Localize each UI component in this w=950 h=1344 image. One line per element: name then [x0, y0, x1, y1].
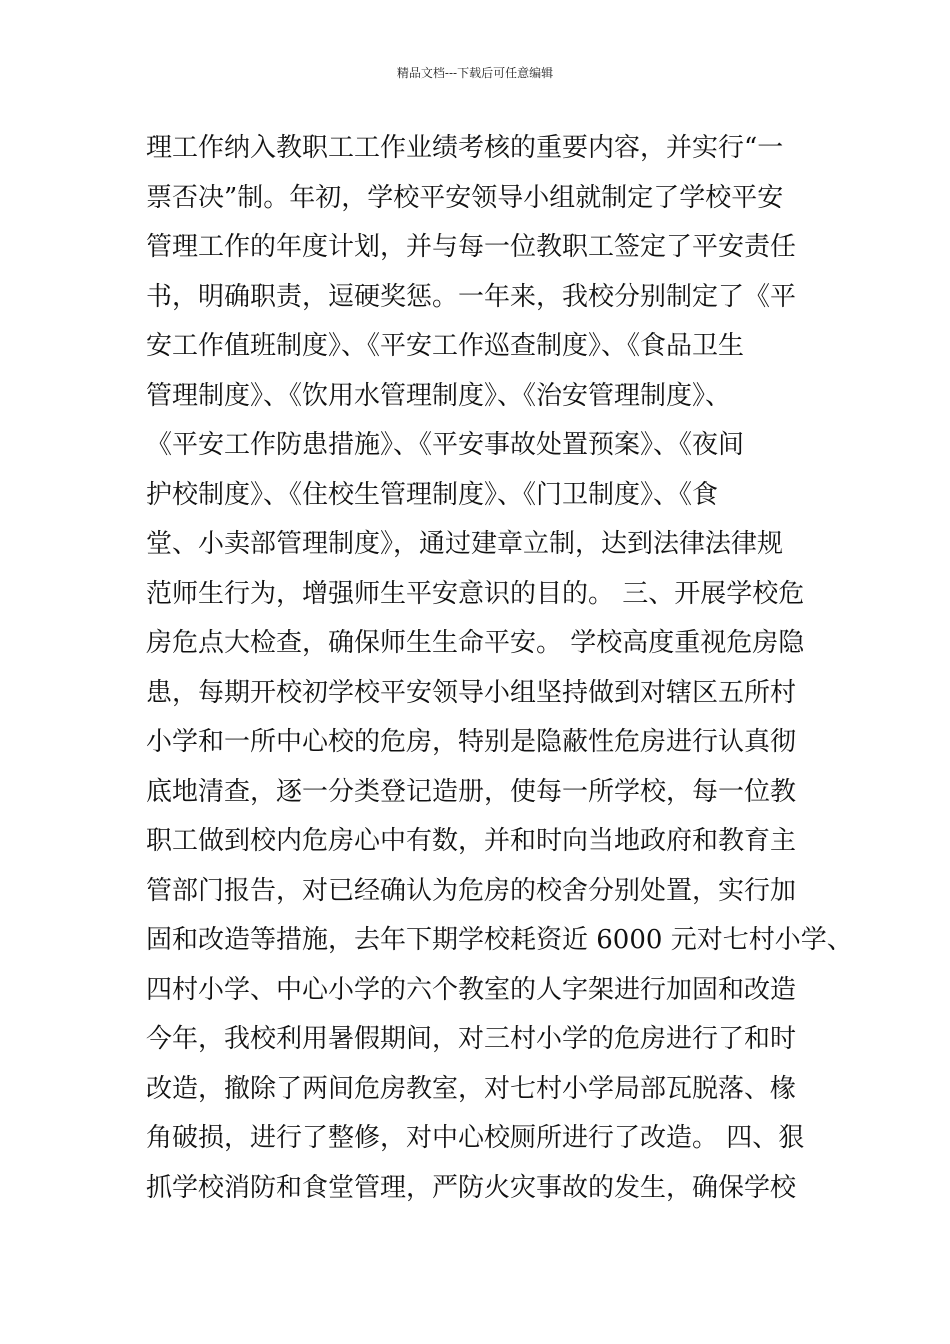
- text-line: 管理制度》、《饮用水管理制度》、《治安管理制度》、: [146, 380, 732, 411]
- text-line: 《平安工作防患措施》、《平安事故处置预案》、《夜间: [146, 430, 745, 460]
- text-line: 范师生行为，增强师生平安意识的目的。 三、开展学校危: [146, 578, 805, 609]
- text-line: 底地清查，逐一分类登记造册，使每一所学校，每一位教: [146, 776, 797, 807]
- text-line: 票否决”制。年初，学校平安领导小组就制定了学校平安: [146, 182, 784, 213]
- text-line: 房危点大检查，确保师生生命平安。 学校高度重视危房隐: [146, 628, 805, 658]
- text-line: 四村小学、中心小学的六个教室的人字架进行加固和改造: [146, 974, 797, 1005]
- text-line: 护校制度》、《住校生管理制度》、《门卫制度》、《食: [146, 479, 719, 510]
- text-line: 患，每期开校初学校平安领导小组坚持做到对辖区五所村: [146, 677, 797, 708]
- text-line: 抓学校消防和食堂管理，严防火灾事故的发生，确保学校: [146, 1172, 797, 1203]
- text-line: 堂、小卖部管理制度》，通过建章立制，达到法律法律规: [146, 529, 784, 559]
- body-text: [146, 124, 853, 1213]
- text-line: 管部门报告，对已经确认为危房的校舍分别处置，实行加: [146, 875, 797, 906]
- text-line: 职工做到校内危房心中有数，并和时向当地政府和教育主: [146, 826, 797, 856]
- text-line: 理工作纳入教职工工作业绩考核的重要内容，并实行“一: [146, 133, 784, 163]
- text-line: 管理工作的年度计划，并与每一位教职工签定了平安责任: [146, 232, 797, 262]
- text-line: 安工作值班制度》、《平安工作巡查制度》、《食品卫生: [146, 331, 745, 361]
- page-header: 精品文档---下载后可任意编辑: [396, 66, 554, 80]
- text-line: 今年，我校利用暑假期间，对三村小学的危房进行了和时: [146, 1024, 797, 1054]
- text-line: 固和改造等措施，去年下期学校耗资近 6000 元对七村小学、: [146, 925, 853, 955]
- text-line: 角破损，进行了整修，对中心校厕所进行了改造。 四、狠: [146, 1123, 805, 1153]
- text-line: 改造，撤除了两间危房教室，对七村小学局部瓦脱落、椽: [146, 1073, 797, 1104]
- text-line: 书，明确职责，逗硬奖惩。一年来，我校分别制定了《平: [146, 281, 797, 312]
- text-line: 小学和一所中心校的危房，特别是隐蔽性危房进行认真彻: [146, 727, 797, 757]
